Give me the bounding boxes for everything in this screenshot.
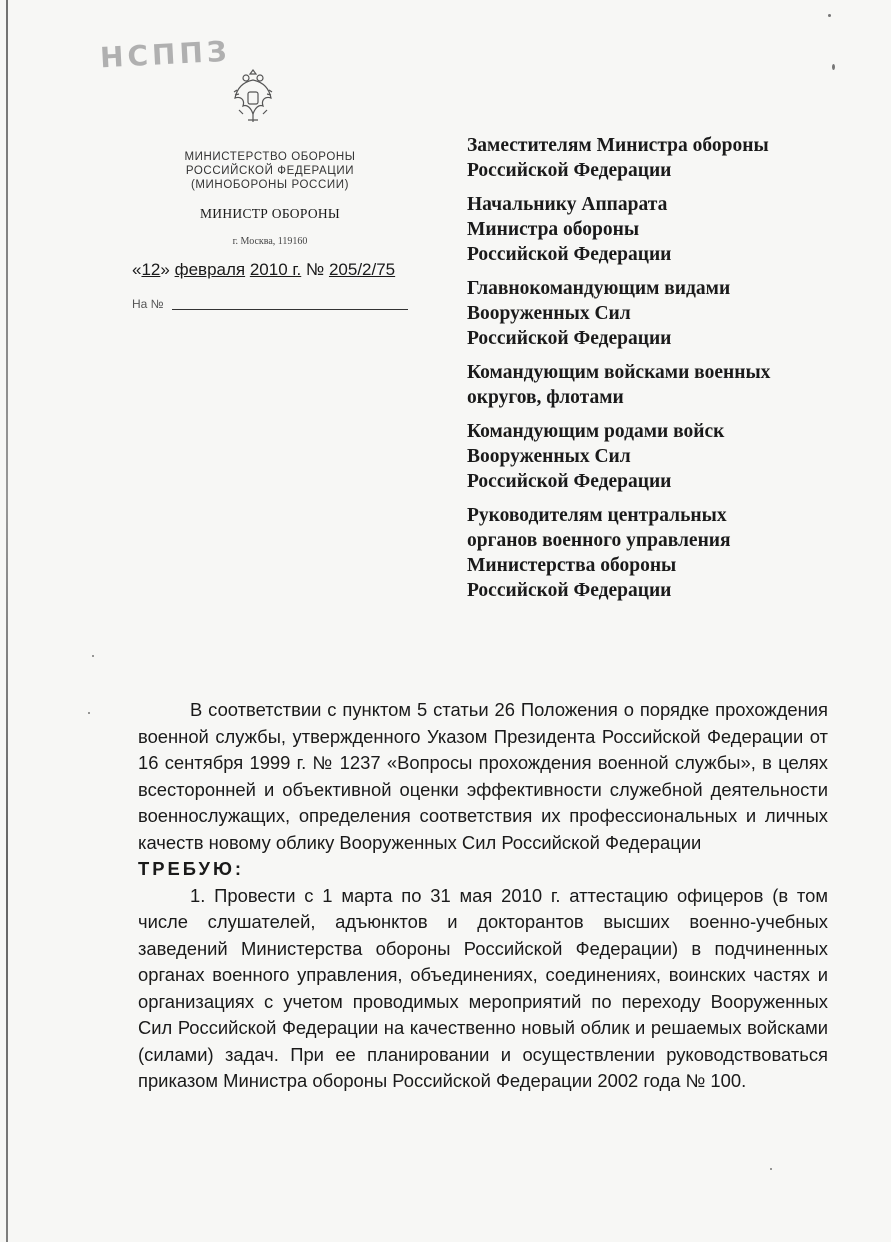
recipient-line: Министерства обороны <box>467 555 677 576</box>
recipient-line: Российской Федерации <box>467 244 672 265</box>
recipient-group <box>467 133 867 183</box>
recipient-line: Российской Федерации <box>467 471 672 492</box>
date-month: февраля <box>174 260 246 279</box>
recipients-block <box>467 133 867 612</box>
reference-label: На № <box>132 297 164 311</box>
recipient-line: Российской Федерации <box>467 160 672 181</box>
require-heading: ТРЕБУЮ: <box>138 858 245 879</box>
recipient-line: Министра обороны <box>467 219 640 240</box>
scan-speck <box>770 1168 772 1170</box>
recipient-line: Начальнику Аппарата <box>467 194 668 215</box>
scan-speck <box>88 712 90 714</box>
ministry-line: РОССИЙСКОЙ ФЕДЕРАЦИИ <box>185 165 355 177</box>
scan-edge <box>6 0 8 1242</box>
recipient-group <box>467 360 867 410</box>
recipient-line: Вооруженных Сил <box>467 446 631 467</box>
recipient-line: Руководителям центральных <box>467 505 727 526</box>
date-year: 2010 г. <box>249 260 302 279</box>
date-quote-close: » <box>160 260 170 279</box>
ministry-line: МИНИСТЕРСТВО ОБОРОНЫ <box>184 151 356 163</box>
recipient-line: округов, флотами <box>467 387 624 408</box>
recipient-group <box>467 276 867 351</box>
recipient-line: органов военного управления <box>467 530 731 551</box>
reference-line <box>132 297 408 311</box>
ministry-line: (МИНОБОРОНЫ РОССИИ) <box>190 179 350 191</box>
minister-title: МИНИСТР ОБОРОНЫ <box>200 206 340 221</box>
number-label: № <box>305 260 325 279</box>
scan-speck <box>828 14 831 17</box>
city-address: г. Москва, 119160 <box>232 236 308 247</box>
recipient-line: Российской Федерации <box>467 580 672 601</box>
recipient-line: Главнокомандующим видами <box>467 278 731 299</box>
date-quote-open: « <box>132 260 142 279</box>
faded-stamp: НСППЗ <box>99 34 232 75</box>
document-number: 205/2/75 <box>328 260 396 279</box>
reference-blank <box>172 309 408 310</box>
recipient-line: Командующим родами войск <box>467 421 725 442</box>
preamble-paragraph: В соответствии с пунктом 5 статьи 26 Положения о порядке прохождения военной службы, утвержденного Указом Президента Российской Федерации от 16 сентября 1999 г. № 1237 «Вопросы прохождения военной службы», в целях всесторонней и объективной оценки эффективности служебной деятельности военнослужащих, определения соответствия их профессиональных и личных качеств новому облику Вооруженных Сил Российской Федерации <box>138 699 828 853</box>
order-item-1: 1. Провести с 1 марта по 31 мая 2010 г. аттестацию офицеров (в том числе слушателей, адъюнктов и докторантов высших военно-учебных заведений Министерства обороны Российской Федерации) в подчиненных органах военного управления, объединениях, соединениях, воинских частях и организациях с учетом проводимых мероприятий по переходу Вооруженных Сил Российской Федерации на качественно новый облик и решаемых войсками (силами) задач. При ее планировании и осуществлении руководствоваться приказом Министра обороны Российской Федерации 2002 года № 100. <box>138 884 828 1091</box>
recipient-group <box>467 503 867 603</box>
coat-of-arms-emblem <box>231 66 275 128</box>
order-body <box>138 697 828 1095</box>
ministry-heading <box>150 150 390 192</box>
date-and-number <box>132 260 422 280</box>
recipient-line: Командующим войсками военных <box>467 362 771 383</box>
date-day: 12 <box>141 260 161 279</box>
scan-speck <box>92 655 94 657</box>
recipient-group <box>467 192 867 267</box>
recipient-line: Заместителям Министра обороны <box>467 135 769 156</box>
recipient-line: Российской Федерации <box>467 328 672 349</box>
recipient-group <box>467 419 867 494</box>
recipient-line: Вооруженных Сил <box>467 303 631 324</box>
scan-speck <box>832 64 835 70</box>
